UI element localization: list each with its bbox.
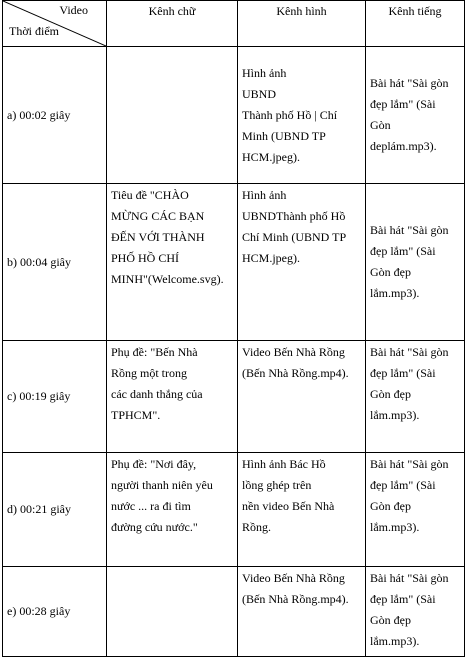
cell-line: ĐẾN VỚI THÀNH bbox=[111, 230, 205, 244]
cell-line: Bài hát "Sài gòn bbox=[370, 457, 449, 471]
table-row bbox=[3, 567, 465, 657]
sound-channel-cell bbox=[366, 453, 465, 567]
time-cell: e) 00:28 giây bbox=[3, 567, 107, 657]
cell-line: lồng ghép trên bbox=[242, 478, 312, 492]
cell-line: Bài hát "Sài gòn bbox=[370, 76, 449, 90]
image-channel-cell bbox=[238, 567, 366, 657]
text-channel-cell bbox=[107, 341, 238, 453]
cell-line: Gòn bbox=[370, 118, 391, 132]
cell-line: Rồng. bbox=[242, 520, 272, 534]
video-channels-table bbox=[2, 0, 465, 657]
header-sound-channel: Kênh tiếng bbox=[366, 1, 465, 47]
cell-line: Gòn đẹp bbox=[370, 265, 411, 279]
cell-line: PHỐ HỒ CHÍ bbox=[111, 251, 180, 265]
header-row bbox=[3, 1, 465, 47]
sound-channel-cell bbox=[366, 341, 465, 453]
cell-line: TPHCM". bbox=[111, 408, 161, 422]
cell-line: nền video Bến Nhà bbox=[242, 499, 335, 513]
cell-line: (Bến Nhà Rồng.mp4). bbox=[242, 592, 349, 606]
cell-line: lắm.mp3). bbox=[370, 520, 420, 534]
cell-line: MINH"(Welcome.svg). bbox=[111, 272, 224, 286]
cell-line: lắm.mp3). bbox=[370, 634, 420, 648]
time-cell: a) 00:02 giây bbox=[3, 47, 107, 184]
image-channel-cell bbox=[238, 453, 366, 567]
cell-line: Video Bến Nhà Rồng bbox=[242, 345, 345, 359]
table-row bbox=[3, 47, 465, 184]
cell-line: Chí Minh (UBND TP bbox=[242, 230, 347, 244]
cell-line: lắm.mp3). bbox=[370, 408, 420, 422]
cell-line: nước ... ra đi tìm bbox=[111, 499, 191, 513]
sound-channel-cell bbox=[366, 47, 465, 184]
image-channel-cell bbox=[238, 341, 366, 453]
cell-line: Phụ đề: "Nơi đây, bbox=[111, 457, 197, 471]
cell-line: lắm.mp3). bbox=[370, 286, 420, 300]
header-image-channel: Kênh hình bbox=[238, 1, 366, 47]
cell-line: đẹp lắm" (Sài bbox=[370, 244, 436, 258]
cell-line: người thanh niên yêu bbox=[111, 478, 213, 492]
cell-line: HCM.jpeg). bbox=[242, 149, 300, 164]
cell-line: deplám.mp3). bbox=[370, 139, 437, 153]
cell-line: Minh (UBND TP bbox=[242, 128, 326, 143]
cell-line: đẹp lắm" (Sài bbox=[370, 97, 436, 111]
header-text-channel: Kênh chữ bbox=[107, 1, 238, 47]
corner-time-label: Thời điểm bbox=[9, 24, 60, 38]
cell-line: Hình ảnh bbox=[242, 188, 287, 202]
cell-line: Rồng một trong bbox=[111, 366, 188, 380]
cell-line: Bài hát "Sài gòn bbox=[370, 223, 449, 237]
cell-line: Thành phố Hồ | Chí bbox=[242, 107, 338, 122]
time-cell: c) 00:19 giây bbox=[3, 341, 107, 453]
cell-line: các danh thắng của bbox=[111, 387, 203, 401]
cell-line: đường cứu nước." bbox=[111, 520, 198, 534]
table-row bbox=[3, 453, 465, 567]
cell-line: Phụ đề: "Bến Nhà bbox=[111, 345, 198, 359]
cell-line: UBNDThành phố Hồ bbox=[242, 209, 346, 223]
cell-line: Video Bến Nhà Rồng bbox=[242, 571, 345, 585]
cell-line: Bài hát "Sài gòn bbox=[370, 345, 449, 359]
cell-line: Gòn đẹp bbox=[370, 499, 411, 513]
text-channel-cell bbox=[107, 184, 238, 341]
corner-video-label: Video bbox=[59, 3, 88, 17]
cell-line: Bài hát "Sài gòn bbox=[370, 571, 449, 585]
cell-line: đẹp lắm" (Sài bbox=[370, 592, 436, 606]
cell-line: UBND bbox=[242, 86, 277, 101]
cell-line: Gòn đẹp bbox=[370, 613, 411, 627]
cell-line: Gòn đẹp bbox=[370, 387, 411, 401]
cell-line: HCM.jpeg). bbox=[242, 251, 300, 265]
image-channel-cell bbox=[238, 47, 366, 184]
image-channel-cell bbox=[238, 184, 366, 341]
table-row bbox=[3, 341, 465, 453]
cell-line: Hình ảnh Bác Hồ bbox=[242, 457, 326, 471]
text-channel-cell bbox=[107, 567, 238, 657]
cell-line: Tiêu đề "CHÀO bbox=[111, 188, 189, 202]
time-cell: b) 00:04 giây bbox=[3, 184, 107, 341]
cell-line: đẹp lắm" (Sài bbox=[370, 478, 436, 492]
table-row bbox=[3, 184, 465, 341]
time-cell: d) 00:21 giây bbox=[3, 453, 107, 567]
cell-line: (Bến Nhà Rồng.mp4). bbox=[242, 366, 349, 380]
cell-line: MỪNG CÁC BẠN bbox=[111, 209, 205, 223]
sound-channel-cell bbox=[366, 567, 465, 657]
text-channel-cell bbox=[107, 47, 238, 184]
cell-line: Hình ảnh bbox=[242, 65, 287, 80]
cell-line: đẹp lắm" (Sài bbox=[370, 366, 436, 380]
corner-header-cell bbox=[3, 1, 107, 47]
sound-channel-cell bbox=[366, 184, 465, 341]
text-channel-cell bbox=[107, 453, 238, 567]
